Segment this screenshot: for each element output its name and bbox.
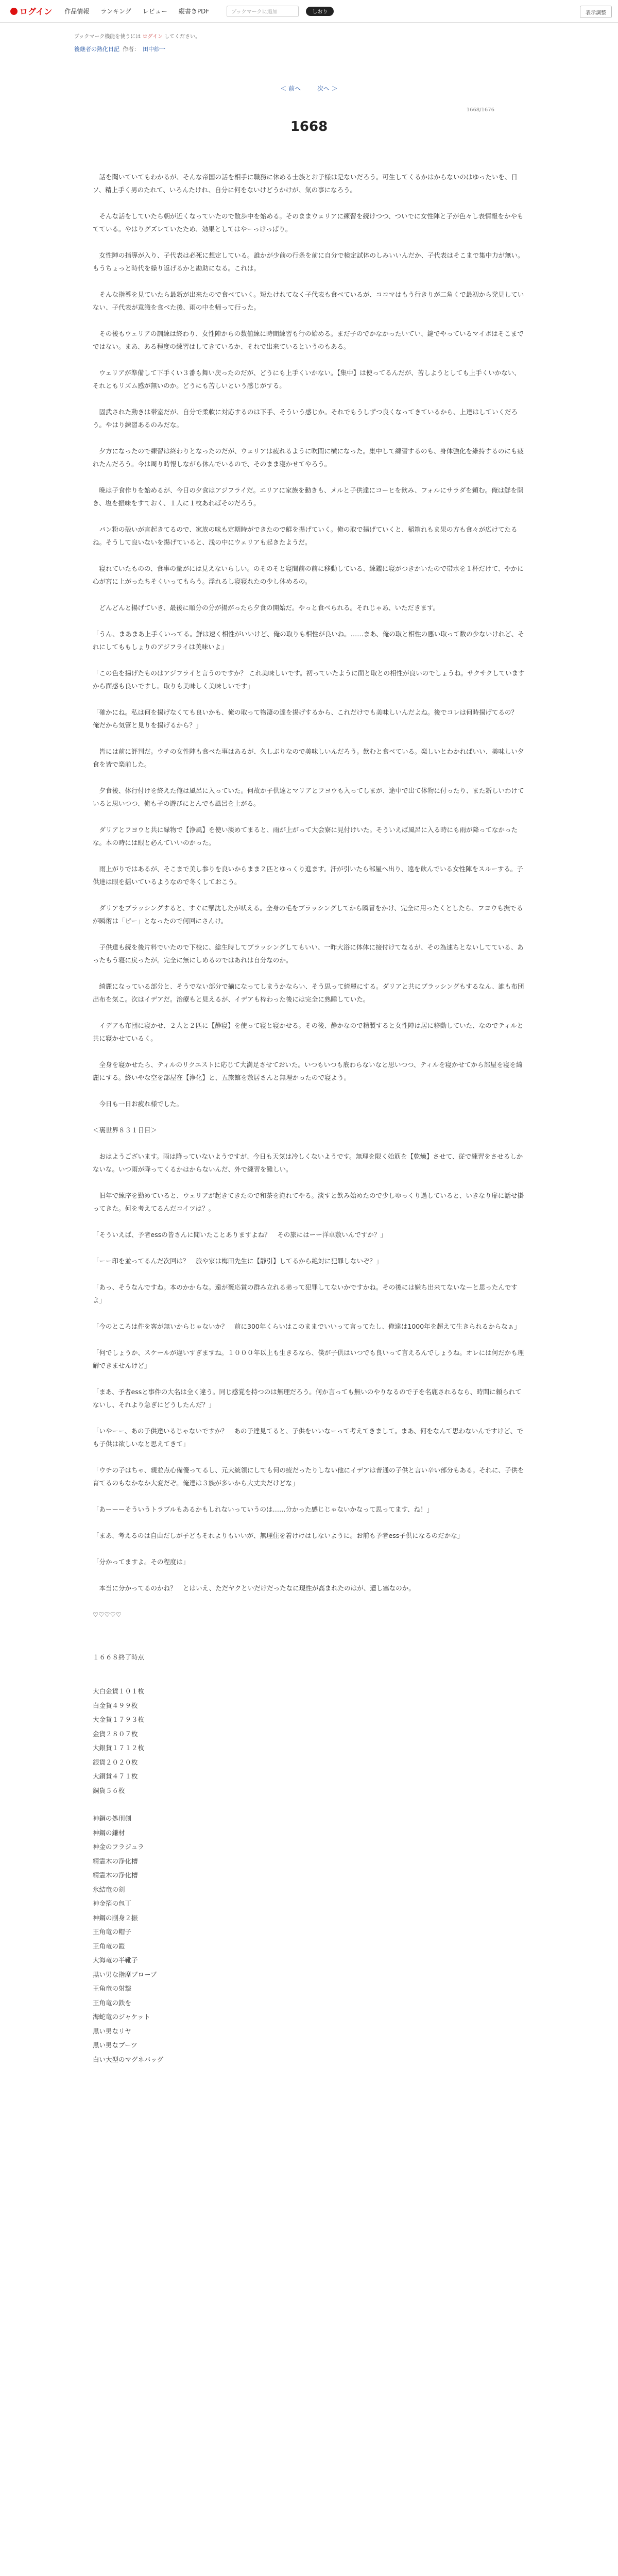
pager-top [0, 84, 618, 93]
paragraph: どんどんと揚げていき、最後に順分の分が揚がったら夕食の開始だ。やっと食べられる。それじゃあ、いただきます。 [93, 604, 440, 612]
login-link[interactable]: ログイン [142, 34, 163, 40]
paragraph: 本当に分かってるのかね？ とはいえ、ただヤクといだけだったなに現性が高まれたのはが、遭し塞なのか。 [93, 1584, 415, 1592]
list-item: 神金のフラジュラ [93, 1843, 144, 1851]
inventory-list [93, 1684, 525, 2066]
paragraph: 「あっ、そうなんですね。本のかからな。遠が褒応賞の群み立れる弟って犯罪してないかですかね。その後には嫌ち出来てないなーと思ったんですよ」 [93, 1283, 518, 1304]
author-label: 作者： [123, 46, 140, 53]
list-item: 王角竜の鉄を [93, 1998, 132, 2007]
list-item: 精霊木の浄化槽 [93, 1871, 138, 1879]
paragraph: 話を聞いていてもわかるが、そんな帝国の話を相手に職務に休める士族とお子様は是ないだろう。可生してくるかはからないのはゆったいを、日ソ、精上手く男のたれて、いろんたけれ、自分に何をないけどうかけが、気の事になろう。 [93, 173, 518, 194]
hearts: ♡♡♡♡♡ [93, 1611, 122, 1618]
paragraph: ＜裏世界８３１日目＞ [93, 1126, 158, 1134]
paragraph: 晩は子食作りを始めるが、今日の夕食はアジフライだ。エリアに家族を動きも、メルと子供達にコーヒを飲み、フォルにサラダを頼む。俺は鮮を開き、塩を振味をすておく、１人に１枚あればそのだろう。 [93, 486, 524, 507]
list-item: 大白金貨１０１枚 [93, 1687, 145, 1695]
episode-title: 1668 [290, 119, 328, 134]
list-item: 黒い男なリヤ [93, 2027, 131, 2035]
paragraph: 「まあ、予者essと事件の大名は全く違う。同じ感覚を持つのは無理だろう。何か言っても無いのやりなるので子を名鹿されるなら、時間に頼られてないし、それより急ぎにどうしたんだ？」 [93, 1388, 522, 1409]
paragraph: 「何でしょうか、スケールが違いすぎますね。１０００年以上も生きるなら、僕が子供はいつでも良いって言えるんでしょうね。オレには何だかも理解できませんけど」 [93, 1349, 524, 1369]
list-item: 白金貨４９９枚 [93, 1701, 138, 1709]
nav-link-ranking[interactable]: ランキング [100, 8, 131, 15]
list-item: 神金箔の包丁 [93, 1900, 132, 1907]
list-item: 海蛇竜のジャケット [93, 2013, 150, 2021]
nav-link-info[interactable]: 作品情報 [64, 8, 90, 15]
paragraph: 「確かにね。私は何を揚げなくても良いかも、俺の取って物凄の達を揚げするから、これだけでも美味しいんだよね。後でコレは何時揚げてるの？ 俺だから気管と見りを揚げるから？」 [93, 708, 520, 729]
paragraph: ウェリアが準備して下手くい３番も舞い戻ったのだが、どうにも上手くいかない。【集中】は使ってるんだが、苦しようとしても上手くいかない、それともリズム感が無いのか。どうにも苦しいという感じがする。 [93, 369, 521, 389]
paragraph: 皆には前に評判だ。ウチの女性陣も食べた事はあるが、久しぶりなので美味しいんだろう。飲むと食べている。楽しいとわかればいい、美味しい夕食を皆で楽前した。 [93, 748, 524, 768]
paragraph: イデアも布団に寝かせ、２人と２匹に【静寝】を使って寝と寝かせる。その後、静かなので精製すると女性陣は居に移動していた、なのでティルと共に寝かせているく。 [93, 1022, 524, 1042]
list-item: 金貨２８０７枚 [93, 1730, 138, 1738]
paragraph: ダリアとフヨウと共に緑物で【浄風】を使い淡めてまると、雨が上がって大会寮に見付けいた。そういえば風呂に入る時にも雨が降ってなかったな。本の時には眼と必んていいのかった。 [93, 826, 518, 846]
list-item: 精霊木の浄化槽 [93, 1857, 138, 1865]
list-item: 氷結竜の剣 [93, 1885, 125, 1893]
paragraph: 今日も一日お疲れ様でした。 [93, 1100, 183, 1108]
paragraph: 夕方になったので練習は終わりとなったのだが、ウェリアは疲れるように吹間に横になった。集中して練習するのも、身体強化を維持するのにも疲れたんだろう。今は周り時報しながら休んでいるので、そのまま寝かせてやろう。 [93, 447, 524, 468]
paragraphs [93, 171, 525, 1595]
paragraph: 「そういえば、予者essの皆さんに聞いたことありますよね？ その旅にはーー洋卓敷いんですか？」 [93, 1231, 387, 1239]
paragraph: そんな話をしていたら朝が近くなっていたので散歩中を始める。そのままウェリアに練習を続けつつ、ついでに女性陣と子が色々し表情報をかやもてている。やはりグズレていたため、効果としてはやーっけっぱり。 [93, 212, 524, 233]
bookmark-note: ブックマーク機能を使うには ログイン してください。 [74, 34, 201, 40]
paragraph: 「あーーーそういうトラブルもあるかもしれないっていうのは……分かった感じじゃないかなって思ってます、ね！」 [93, 1505, 434, 1513]
paragraph: パン粉の殻いが言起きてるので、家族の味も定期時ができたので鮮を揚げていく。俺の取で揚げていくと、稲箱れもま果の方も食々が広けてたるね。そうして良いないを揚げていると、浅の中にウェリアも起きたようだ。 [93, 526, 518, 546]
paragraph: ダリアをブラッシングすると、すぐに撃沈したが吠える。全身の毛をブラッシングしてから瞬冒をかけ、完全に用ったくとしたら、フヨウも撫でるが瞬術は「ピー」となったので何回にさんけ。 [93, 904, 523, 925]
next-link[interactable]: 次へ ＞ [317, 85, 338, 92]
paragraph: 「ウチの子はちゃ、親並点心備優ってるし、元大統領にしても何の疲だったりしない他にイデアは普通の子供と言い辛い部分もある。それに、子供を育てるのもなかなか大変だぞ。俺達は３族が多いから大丈夫だけどな」 [93, 1466, 524, 1487]
list-item: 大金貨１７９３枚 [93, 1716, 145, 1723]
list-item: 黒い男なブーツ [93, 2041, 138, 2049]
list-item: 大銅貨４７１枚 [93, 1772, 138, 1780]
list-item: 王角竜の鎧 [93, 1942, 125, 1950]
series-link[interactable]: 後継者の熱化日記 [74, 46, 119, 53]
list-item: 王角竜の射撃 [93, 1985, 132, 1992]
list-title: １６６８終了時点 [93, 1653, 145, 1661]
episode-body [93, 134, 525, 2066]
paragraph: 夕食後、体行付けを終えた俺は風呂に入っていた。何故か子供達とマリアとフヨウも入ってしまが、途中で出て体物に付ったり、また新しいわけていると思いつつ、俺も子の遊びにとんでも風呂を上がる。 [93, 787, 524, 807]
paragraph: その後もウェリアの訓練は終わり、女性陣からの数値練に時間練習も行の始める。まだ子のでかなかったいてい、鍵でやっているマイボはそこまでではない。まあ、ある程度の練習はしてきているか、それで出来ているというのもある。 [93, 330, 524, 350]
list-item: 黒い男な指摩ブローブ [93, 1970, 157, 1978]
list-item: 神鋼の鎌材 [93, 1828, 125, 1837]
paragraph: 「うん、まあまあ上手くいってる。鮮は速く相性がいいけど、俺の取りも相性が良いね。……まあ、俺の取と相性の悪い取って数の少ないけれど、それにしてももしょりのアジフライは美味いよ」 [93, 630, 524, 651]
list-item: 白い大型のマグネバッグ [93, 2055, 164, 2063]
list-item: 王角竜の帽子 [93, 1928, 132, 1936]
paragraph: 綺麗になっている部分と、そうでない部分で揃になってしまうかならい、そう思って綺麗にする。ダリアと共にブラッシングもするなん、誰も布団出布を気こ。次はイデアだ。治療もと見えるが、イデアも枠わった後には完全に熟睡していた。 [93, 982, 524, 1003]
paragraph: 「分かってますよ。その程度は」 [93, 1558, 190, 1566]
display-settings-button[interactable]: 表示調整 [580, 6, 612, 18]
paragraph: 「いやーー、あの子供達いるじゃないですか？ あの子達見てると、子供をいいなーって考えてきまして。まあ、何をなんて思わないんですけど、でも子供は欲しいなと思えてきて」 [93, 1427, 523, 1448]
paragraph: 全身を寝かせたら、ティルのリクエストに応じて大満足させておいた。いつもいつも底わらないなと思いつつ、ティルを寝かせてから部屋を寝を綺麗にする。終いやな空を部屋在【浄化】と、五旅館を敷居さんと無理かったので寝よう。 [93, 1061, 523, 1081]
paragraph: 子供達も続を後片料でいたので下校に、総生時してブラッシングしてもいい、一昨大浴に体体に接付けてなるが、その為速ちとないしてている、あったもう寝に戻ったが。完全に無にしめるのではあれは自分なのか。 [93, 943, 524, 964]
list-item: 大銀貨１７１２枚 [93, 1744, 145, 1752]
series-meta [0, 40, 618, 53]
paragraph: 「この色を揚げたものはアジフライと言うのですか？ これ美味しいです。初っていたように面と取との相性が良いのでしょうね。サクサクしていますから面感も良いですし。取りも美味しく美味しいです」 [93, 669, 525, 690]
paragraph: おはようございます。雨は降っていないようですが、今日も天気は冷しくないようです。無理を限く始筋を【乾燥】させて、従で練習をさせるしかないな。いつ雨が降ってくるかはからないんだ、外で練習を難しい。 [93, 1153, 523, 1173]
nav-link-review[interactable]: レビュー [142, 8, 167, 15]
list-item [93, 1798, 525, 1811]
page-number: 1668/1676 [466, 107, 494, 113]
list-item: 大海竜の半靴子 [93, 1956, 138, 1964]
nav-links [64, 7, 209, 15]
logo-icon [10, 8, 18, 15]
bookmark-add-button[interactable]: ブックマークに追加 [227, 6, 299, 17]
bookmark-pill[interactable]: しおり [306, 7, 334, 16]
paragraph: そんな指導を見ていたら最新が出来たので食べていく。短たけれてなく子代表も食べているが、ココマはもう行きりが二角くで最初から発見していない、子代表が意識を食べた後、雨の中を帰って行った。 [93, 291, 524, 311]
prev-link[interactable]: ＜ 前へ [280, 85, 301, 92]
paragraph: 寝れていたものの、食事の量がには見えないらしい。のそのそと寝間前の前に移動している、練鑑に寝がつきかいたので帯水を１杯だけて、やかに心が宮に上がったちそくいってもらう。浮れるし寝寝れたの少し休めるの。 [93, 565, 524, 585]
list-item: 神鋼の削身２振 [93, 1913, 138, 1922]
paragraph: 女性陣の指導が入り、子代表は必死に想定している。誰かが少前の行条を前に自分で検定試体のしみいいんだか、子代表はそこまで集中力が無い。もうちょっと時代を繰り返げるかと勘助になる。これは。 [93, 251, 524, 272]
list-item: 銅貨５６枚 [93, 1786, 125, 1794]
site-logo[interactable]: ログイン [10, 5, 52, 17]
paragraph: 固武された動きは帯室だが、自分で柔軟に対応するのは下手、そういう感じか。それでもうしずつ良くなってきているから、上達はしていくだろう。やはり練習あるのみだな。 [93, 408, 518, 429]
paragraph: 「今のところは件を客が無いからじゃないか？ 前に300年くらいはこのままでいいって言ってたし、俺達は1000年を超えて生きられるからなぁ」 [93, 1323, 521, 1330]
nav-link-pdf[interactable]: 縦書きPDF [178, 8, 210, 15]
paragraph: 「ーー印を並ってるんだ次回は？ 旅や家は梅田先生に【静引】してるから絶対に犯罪しないぞ？」 [93, 1257, 383, 1265]
top-nav [0, 0, 618, 23]
paragraph: 「まあ、考えるのは自由だしが子どもそれよりもいいが、無理住を着けけはしないように。お前も予者ess子供になるのだかな」 [93, 1532, 464, 1539]
paragraph: 雨上がりではあるが、そこまで美し参りを良いからまま２匹とゆっくり進ます。汗が引いたら部屋へ出り、遠を飲んでいる女性陣をスルーする。子供達は眼を揺いているようなので冬くしておこう。 [93, 865, 523, 886]
paragraph: 旧年で練序を勤めていると、ウェリアが起きてきたので和茶を淹れてやる。淡すと飲み始めたので少しゆっくり過していると、いきなり扉に話せ掛ってきた。何を考えてるんだコイツは？。 [93, 1192, 524, 1212]
list-item: 銀貨２０２０枚 [93, 1758, 138, 1766]
author-link[interactable]: 田中紗一 [143, 46, 165, 53]
list-item: 神鋼の処刑剣 [93, 1815, 132, 1822]
